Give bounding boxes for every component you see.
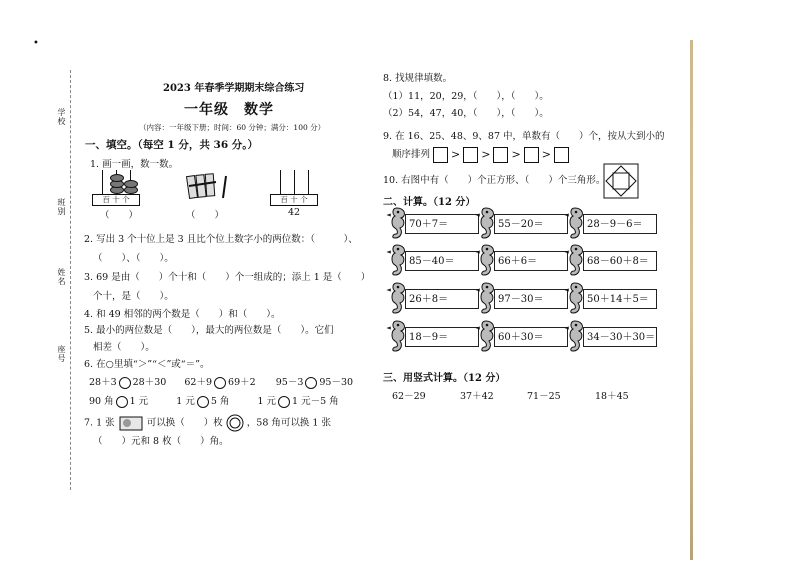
calc-box[interactable]: 28－9－6＝ xyxy=(583,214,657,234)
q6-row2 xyxy=(89,393,339,408)
abacus-2 xyxy=(270,168,318,206)
q6-r2-left2: 1 元 xyxy=(176,396,195,407)
section1-heading: 一、填空。（每空 1 分，共 36 分。） xyxy=(85,139,259,151)
section2-heading: 二、计算。（12 分） xyxy=(383,197,476,208)
q8-text: 8. 找规律填数。 xyxy=(383,73,453,84)
q7-line2: （ ）元和 8 枚（ ）角。 xyxy=(93,436,229,447)
sticks-blank: （ ） xyxy=(186,210,225,221)
abacus-2-value: 42 xyxy=(288,207,301,218)
q6-r2-right3: 1 元－5 角 xyxy=(292,396,339,407)
exam-title: 2023 年春季学期期末综合练习 xyxy=(163,83,305,94)
calc-box[interactable]: 34－30＋30＝ xyxy=(583,327,657,347)
class-label: 班别 xyxy=(57,198,66,216)
q9-line1: 9. 在 16、25、48、9、87 中，单数有（ ）个，按从大到小的 xyxy=(383,131,665,142)
abacus-1-blank: （ ） xyxy=(100,210,139,221)
order-box[interactable] xyxy=(463,147,478,163)
vertical-2: 37＋42 xyxy=(460,391,494,402)
greater-than-icon: > xyxy=(541,148,551,161)
name-label: 姓名 xyxy=(57,268,66,286)
greater-than-icon: > xyxy=(451,148,461,161)
q8-1: （1）11，20，29，（ ），（ ）。 xyxy=(383,91,549,102)
square-triangle-figure xyxy=(603,163,639,199)
q10-text: 10. 右图中有（ ）个正方形、（ ）个三角形。 xyxy=(383,175,606,186)
sticks-bundle-illustration xyxy=(186,172,236,202)
calc-box[interactable]: 66＋6＝ xyxy=(494,251,568,271)
exam-info: （内容：一年级下册；时间：60 分钟；满分：100 分） xyxy=(139,123,326,132)
q9-line2 xyxy=(392,146,569,163)
q1-text: 1. 画一画，数一数。 xyxy=(90,159,179,170)
page-edge xyxy=(690,40,693,560)
compare-circle[interactable] xyxy=(119,377,131,389)
abacus-1 xyxy=(92,168,140,206)
q6-r2-left3: 1 元 xyxy=(257,396,277,407)
q8-2: （2）54，47，40，（ ），（ ）。 xyxy=(383,108,549,119)
calc-box[interactable]: 85－40＝ xyxy=(405,251,479,271)
compare-circle[interactable] xyxy=(214,377,226,389)
q7-text-a: 7. 1 张 xyxy=(84,417,115,429)
q6-r1-left3: 95－3 xyxy=(275,377,304,388)
q6-text: 6. 在○里填“＞”“＜”或“＝”。 xyxy=(84,359,210,370)
compare-circle[interactable] xyxy=(197,396,209,408)
vertical-1: 62－29 xyxy=(392,391,426,402)
abacus-2-label: 百 十 个 xyxy=(270,194,318,206)
q5-line2: 相差（ ）。 xyxy=(93,342,155,353)
q7-line1 xyxy=(84,414,331,432)
order-box[interactable] xyxy=(524,147,539,163)
banknote-icon xyxy=(118,414,144,432)
section3-heading: 三、用竖式计算。（12 分） xyxy=(383,373,506,384)
compare-circle[interactable] xyxy=(305,377,317,389)
exam-subtitle: 一年级 数学 xyxy=(184,102,274,118)
q2-line2: （ ）、（ ）。 xyxy=(93,253,174,264)
calc-box[interactable]: 60＋30＝ xyxy=(494,327,568,347)
calc-box[interactable]: 50＋14＋5＝ xyxy=(583,289,657,309)
calc-box[interactable]: 97－30＝ xyxy=(494,289,568,309)
calc-box[interactable]: 68－60＋8＝ xyxy=(583,251,657,271)
q6-r2-right2: 5 角 xyxy=(210,396,230,407)
vertical-3: 71－25 xyxy=(527,391,561,402)
school-label: 学校 xyxy=(57,108,66,126)
q6-r1-right2: 69＋2 xyxy=(228,377,256,388)
q3-line1: 3. 69 是由（ ）个十和（ ）个一组成的；添上 1 是（ ） xyxy=(84,272,371,283)
q7-text-c: ，58 角可以换 1 张 xyxy=(246,417,331,429)
compare-circle[interactable] xyxy=(278,396,290,408)
compare-circle[interactable] xyxy=(116,396,128,408)
q4-text: 4. 和 49 相邻的两个数是（ ）和（ ）。 xyxy=(84,309,281,320)
q6-r1-left2: 62＋9 xyxy=(184,377,213,388)
q6-row1 xyxy=(89,374,353,389)
greater-than-icon: > xyxy=(481,148,491,161)
q6-r2-left1: 90 角 xyxy=(89,396,114,407)
calc-box[interactable]: 55－20＝ xyxy=(494,214,568,234)
binding-line xyxy=(70,70,71,490)
greater-than-icon: > xyxy=(511,148,521,161)
calc-box[interactable]: 70＋7＝ xyxy=(405,214,479,234)
order-box[interactable] xyxy=(554,147,569,163)
calc-box[interactable]: 18－9＝ xyxy=(405,327,479,347)
q2-line1: 2. 写出 3 个十位上是 3 且比个位上数字小的两位数：（ ）、 xyxy=(84,234,358,245)
order-box[interactable] xyxy=(493,147,508,163)
q6-r1-right1: 28＋30 xyxy=(132,377,167,388)
q3-line2: 个十，是（ ）。 xyxy=(93,291,174,302)
q6-r2-right1: 1 元 xyxy=(129,396,149,407)
seat-number-label: 座号 xyxy=(57,345,66,363)
q6-r1-left1: 28＋3 xyxy=(89,377,117,388)
coin-icon xyxy=(226,414,244,432)
q5-line1: 5. 最小的两位数是（ ），最大的两位数是（ ）。它们 xyxy=(84,325,334,336)
vertical-4: 18＋45 xyxy=(595,391,629,402)
q7-text-b: 可以换（ ）枚 xyxy=(146,417,223,429)
q9-order-label: 顺序排列 xyxy=(392,149,431,160)
calc-box[interactable]: 26＋8＝ xyxy=(405,289,479,309)
abacus-1-label: 百 十 个 xyxy=(92,194,140,206)
q6-r1-right3: 95－30 xyxy=(319,377,354,388)
scan-mark: • xyxy=(33,38,39,49)
order-box[interactable] xyxy=(433,147,448,163)
